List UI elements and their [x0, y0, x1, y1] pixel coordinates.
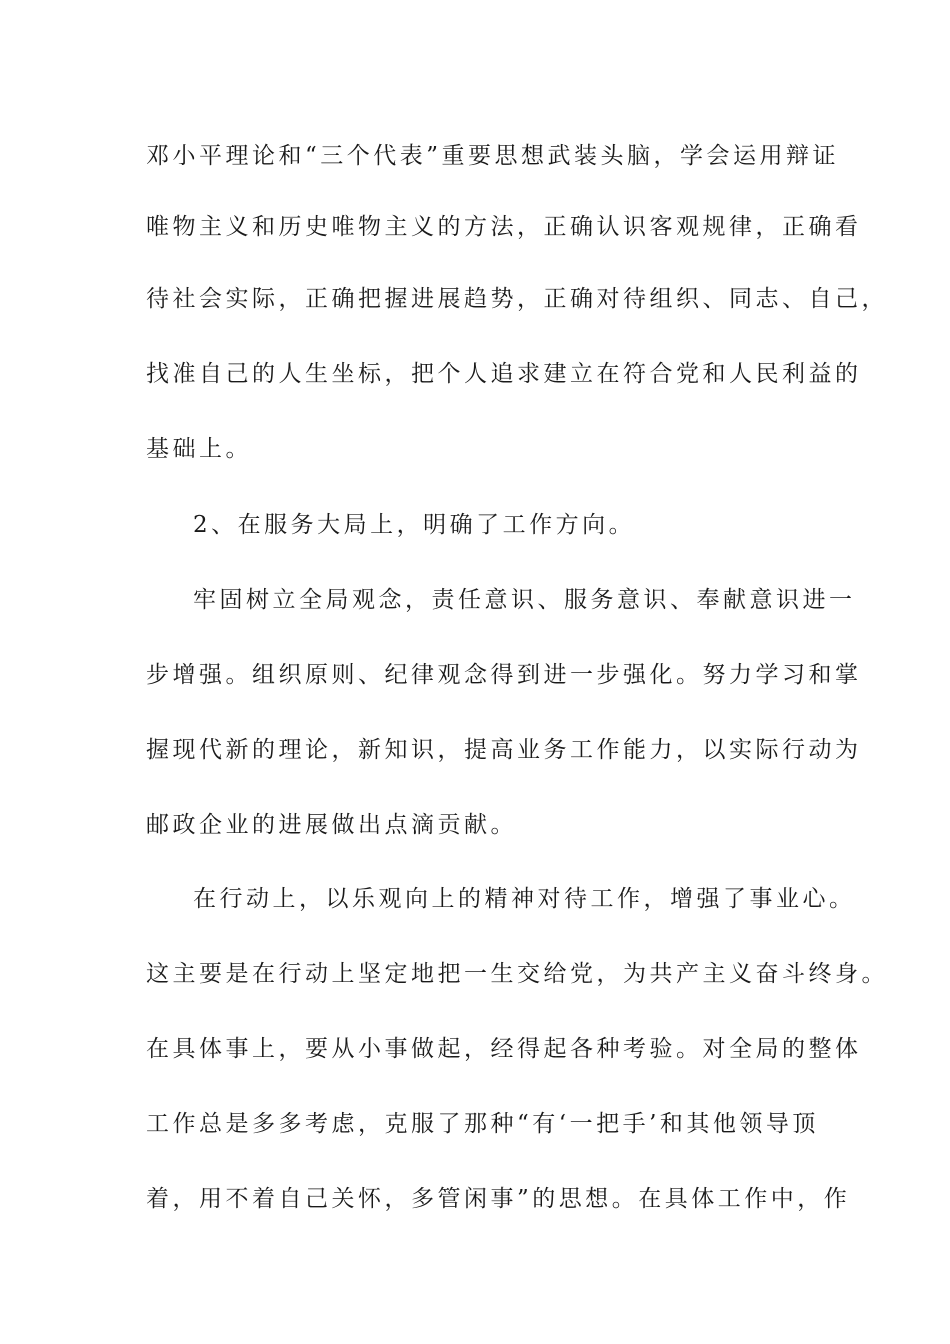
text-line: 找准自己的人生坐标，把个人追求建立在符合党和人民利益的 [146, 361, 862, 387]
text-line: 邓小平理论和“三个代表”重要思想武装头脑，学会运用辩证 [146, 143, 840, 169]
text-line: 在具体事上，要从小事做起，经得起各种考验。对全局的整体 [146, 1036, 862, 1062]
text-line: 牢固树立全局观念，责任意识、服务意识、奉献意识进一 [193, 587, 856, 613]
text-line: 在行动上，以乐观向上的精神对待工作，增强了事业心。 [193, 886, 856, 912]
text-line: 邮政企业的进展做出点滴贡献。 [146, 812, 517, 838]
text-line: 基础上。 [146, 436, 252, 462]
text-line: 待社会实际，正确把握进展趋势，正确对待组织、同志、自己， [146, 286, 888, 312]
text-line: 唯物主义和历史唯物主义的方法，正确认识客观规律，正确看 [146, 214, 862, 240]
section-heading: 2、在服务大局上，明确了工作方向。 [193, 512, 636, 538]
text-line: 着，用不着自己关怀，多管闲事”的思想。在具体工作中，作 [146, 1186, 851, 1212]
text-line: 这主要是在行动上坚定地把一生交给党，为共产主义奋斗终身。 [146, 961, 888, 987]
text-line: 握现代新的理论，新知识，提高业务工作能力，以实际行动为 [146, 737, 862, 763]
text-line: 工作总是多多考虑，克服了那种“有‘一把手’和其他领导顶 [146, 1111, 819, 1137]
text-line: 步增强。组织原则、纪律观念得到进一步强化。努力学习和掌 [146, 662, 862, 688]
